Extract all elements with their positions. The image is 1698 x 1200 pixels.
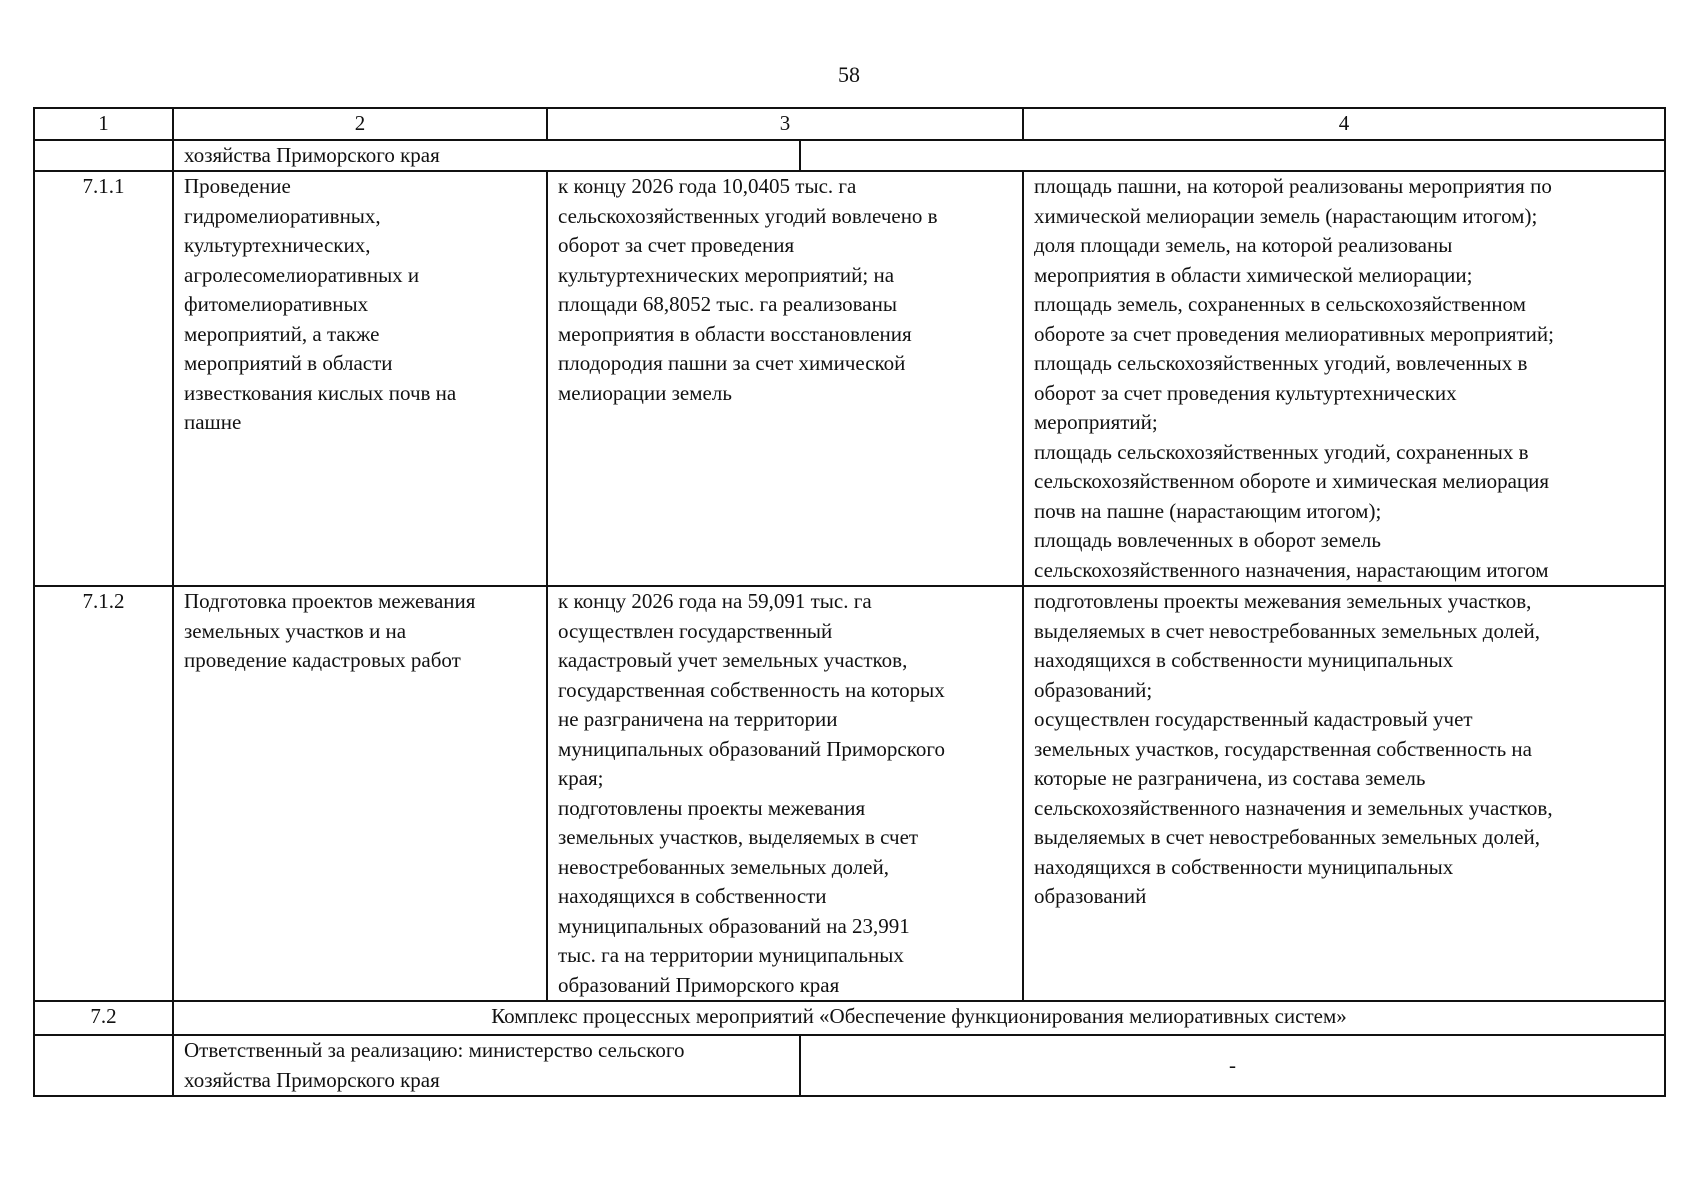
measure-name: Подготовка проектов межевания земельных участков и на проведение кадастровых работ bbox=[173, 586, 547, 1001]
responsible-value: - bbox=[800, 1035, 1665, 1096]
continuation-num-cell bbox=[34, 140, 173, 172]
section-title: Комплекс процессных мероприятий «Обеспечение функционирования мелиоративных систем» bbox=[173, 1001, 1665, 1035]
measure-indicators: площадь пашни, на которой реализованы мероприятия по химической мелиорации земель (нарастающим итогом); доля площади земель, на которой реализованы мероприятия в области химической мелиорации; площадь земель, сохраненных в сельскохозяйственном обороте за счет проведения мелиоративных мероприятий; площадь сельскохозяйственных угодий, вовлеченных в оборот за счет проведения культуртехнических мероприятий; площадь сельскохозяйственных угодий, сохраненных в сельскохозяйственном обороте и химическая мелиорация почв на пашне (нарастающим итогом); площадь вовлеченных в оборот земель сельскохозяйственного назначения, нарастающим итогом bbox=[1023, 171, 1665, 586]
header-col-4: 4 bbox=[1023, 108, 1665, 140]
header-col-2: 2 bbox=[173, 108, 547, 140]
measure-result: к концу 2026 года 10,0405 тыс. га сельскохозяйственных угодий вовлечено в оборот за счет проведения культуртехнических мероприятий; на площади 68,8052 тыс. га реализованы мероприятия в области восстановления плодородия пашни за счет химической мелиорации земель bbox=[547, 171, 1023, 586]
section-row bbox=[34, 1001, 1665, 1035]
measure-indicators: подготовлены проекты межевания земельных участков, выделяемых в счет невостребованных земельных долей, находящихся в собственности муниципальных образований; осуществлен государственный кадастровый учет земельных участков, государственная собственность на которые не разграничена, из состава земель сельскохозяйственного назначения и земельных участков, выделяемых в счет невостребованных земельных долей, находящихся в собственности муниципальных образований bbox=[1023, 586, 1665, 1001]
responsible-row bbox=[34, 1035, 1665, 1096]
responsible-text: Ответственный за реализацию: министерство сельского хозяйства Приморского края bbox=[173, 1035, 800, 1096]
continuation-text: хозяйства Приморского края bbox=[173, 140, 800, 172]
section-number: 7.2 bbox=[34, 1001, 173, 1035]
table-row bbox=[34, 586, 1665, 1001]
responsible-num-cell bbox=[34, 1035, 173, 1096]
table-row bbox=[34, 171, 1665, 586]
row-number: 7.1.2 bbox=[34, 586, 173, 1001]
row-number: 7.1.1 bbox=[34, 171, 173, 586]
measure-result: к концу 2026 года на 59,091 тыс. га осуществлен государственный кадастровый учет земельных участков, государственная собственность на которых не разграничена на территории муниципальных образований Приморского края; подготовлены проекты межевания земельных участков, выделяемых в счет невостребованных земельных долей, находящихся в собственности муниципальных образований на 23,991 тыс. га на территории муниципальных образований Приморского края bbox=[547, 586, 1023, 1001]
measures-table bbox=[33, 107, 1666, 1097]
header-row bbox=[34, 108, 1665, 140]
header-col-1: 1 bbox=[34, 108, 173, 140]
measure-name: Проведение гидромелиоративных, культуртехнических, агролесомелиоративных и фитомелиоративных мероприятий, а также мероприятий в области известкования кислых почв на пашне bbox=[173, 171, 547, 586]
page-number: 58 bbox=[838, 62, 860, 87]
continuation-empty-cell bbox=[800, 140, 1665, 172]
header-col-3: 3 bbox=[547, 108, 1023, 140]
continuation-row bbox=[34, 140, 1665, 172]
